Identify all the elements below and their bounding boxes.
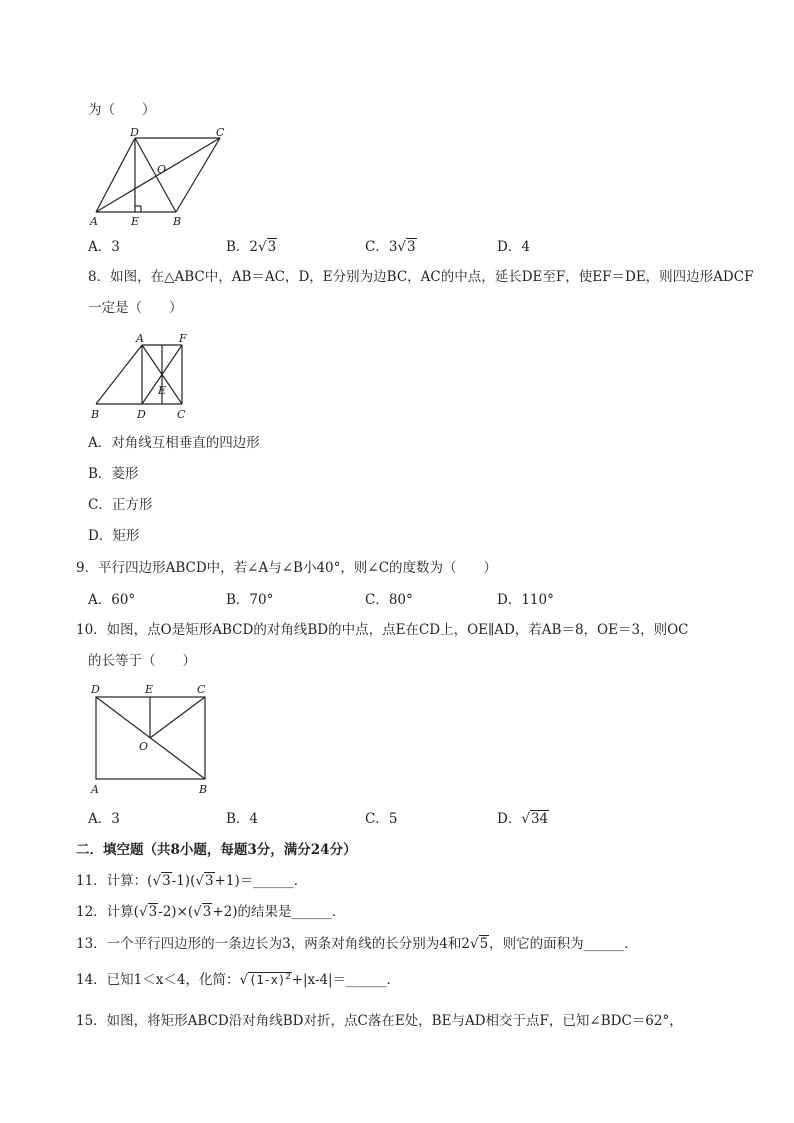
- q8-stem-line1: 8．如图，在△ABC中，AB＝AC，D，E分别为边BC，AC的中点，延长DE至F，使EF＝DE，则四边形ADCF: [88, 269, 754, 285]
- q7-option-d: D．4: [497, 239, 530, 255]
- q8-stem-line2: 一定是（ ）: [88, 300, 183, 316]
- q7-label-o: O: [157, 163, 167, 176]
- q7-label-e: E: [131, 215, 140, 228]
- q8-figure: [88, 328, 198, 424]
- q10-label-o: O: [139, 740, 149, 753]
- q10-stem-line2: 的长等于（ ）: [88, 653, 196, 669]
- q9-stem: 9．平行四边形ABCD中，若∠A与∠B小40°，则∠C的度数为（ ）: [76, 560, 498, 576]
- sqrt-symbol: √3: [152, 873, 171, 889]
- q9-option-c: C．80°: [365, 592, 413, 608]
- q7-label-d: D: [130, 126, 139, 139]
- q13-stem: 13．一个平行四边形的一条边长为3，两条对角线的长分别为4和2√5，则它的面积为______．: [76, 936, 638, 952]
- q9-option-b: B．70°: [226, 592, 274, 608]
- q10-option-c: C．5: [365, 811, 398, 827]
- q7-label-a: A: [90, 215, 98, 228]
- q8-option-b: B．菱形: [88, 466, 139, 482]
- q15-stem-line1: 15．如图，将矩形ABCD沿对角线BD对折，点C落在E处，BE与AD相交于点F，已知∠BDC＝62°，: [76, 1013, 683, 1029]
- q10-figure: [88, 680, 218, 798]
- sqrt-symbol: √3: [138, 904, 158, 920]
- q7-label-c: C: [216, 126, 225, 139]
- q8-label-e: E: [158, 384, 167, 397]
- q7-label-b: B: [173, 215, 182, 228]
- q8-label-b: B: [91, 408, 100, 421]
- sqrt-symbol: $√(1-x)^2$: [239, 972, 291, 988]
- q8-label-d: D: [137, 408, 146, 421]
- sqrt-symbol: √5: [469, 936, 489, 952]
- q10-option-d: D．√34: [497, 811, 549, 827]
- q7-option-b: B．2√3: [226, 239, 277, 255]
- q10-label-d: D: [91, 683, 100, 696]
- q9-option-d: D．110°: [497, 592, 554, 608]
- q8-label-f: F: [179, 332, 187, 345]
- q11-stem: 11．计算：(√3-1)(√3+1)＝______．: [76, 873, 308, 889]
- q7-option-c: C．3√3: [365, 239, 416, 255]
- sqrt-symbol: √3: [258, 239, 277, 255]
- sqrt-symbol: √34: [521, 811, 549, 827]
- q8-label-a: A: [136, 332, 144, 345]
- q10-label-a: A: [91, 783, 99, 796]
- q10-option-b: B．4: [226, 811, 259, 827]
- q12-stem: 12．计算(√3-2)×(√3+2)的结果是______．: [76, 904, 346, 920]
- sqrt-symbol: √3: [195, 873, 214, 889]
- q10-stem-line1: 10．如图，点O是矩形ABCD的对角线BD的中点，点E在CD上，OE∥AD，若AB＝8，OE＝3，则OC: [76, 622, 689, 638]
- section-heading: 二．填空题（共8小题，每题3分，满分24分）: [76, 842, 357, 858]
- q7-tail: 为（ ）: [88, 102, 156, 118]
- q10-label-c: C: [197, 683, 206, 696]
- q8-option-c: C．正方形: [88, 497, 153, 513]
- q14-stem: 14．已知1＜x＜4，化简：$√(1-x)^2+|x-4|=\_\_\_\_\_\_$．: [76, 968, 400, 989]
- sqrt-symbol: √3: [397, 239, 416, 255]
- q8-option-a: A．对角线互相垂直的四边形: [88, 435, 260, 451]
- q9-option-a: A．60°: [88, 592, 136, 608]
- q7-figure: [88, 126, 233, 230]
- q7-option-a: A．3: [88, 239, 120, 255]
- q8-label-c: C: [177, 408, 186, 421]
- q10-option-a: A．3: [88, 811, 120, 827]
- sqrt-symbol: √3: [193, 904, 212, 920]
- q10-label-e: E: [145, 683, 154, 696]
- q10-label-b: B: [199, 783, 208, 796]
- q8-option-d: D．矩形: [88, 528, 140, 544]
